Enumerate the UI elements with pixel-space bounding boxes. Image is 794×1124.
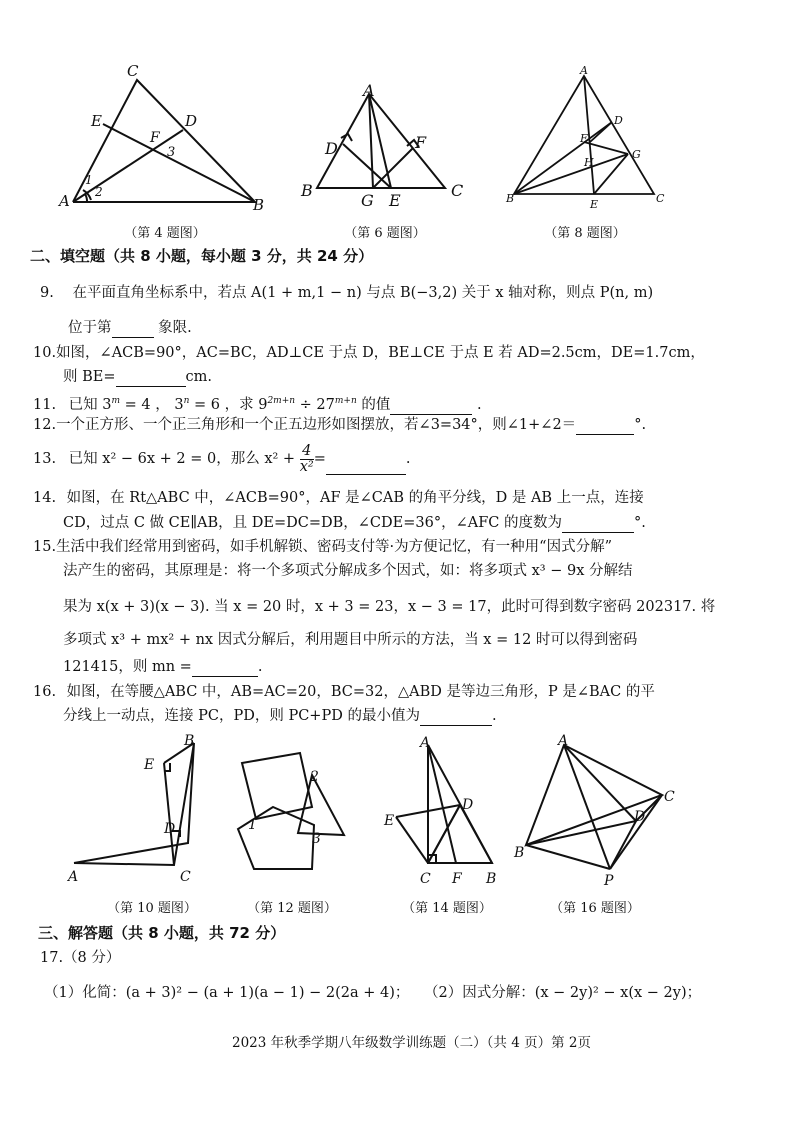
fig6-label-C: C <box>451 181 464 200</box>
q10-text1: 如图，∠ACB=90°，AC=BC，AD⊥CE 于点 D，BE⊥CE 于点 E 若 AD=2.5cm，DE=1.7cm， <box>56 345 705 361</box>
fig14-label-B: B <box>486 871 497 887</box>
q11 <box>33 391 482 415</box>
page-footer: 2023 年秋季学期八年级数学训练题（二）（共 4 页）第 2页 <box>232 1035 591 1051</box>
q17-number: 17.（8 分） <box>40 950 121 966</box>
fig8-label-F: F <box>580 132 588 145</box>
fig6-label-A: A <box>363 82 375 100</box>
q11-sup-n: n <box>183 396 190 406</box>
q14-line1 <box>33 488 644 508</box>
fig6-caption: （第 6 题图） <box>344 226 426 241</box>
fig4-label-1: 1 <box>85 173 93 187</box>
fig6-label-F: F <box>415 133 427 152</box>
q13 <box>33 443 410 475</box>
q13-end: . <box>405 451 411 467</box>
q13-answer-blank[interactable] <box>326 454 406 475</box>
q9-line2 <box>68 318 192 338</box>
q10-line2 <box>63 367 212 387</box>
fig10-label-C: C <box>180 869 191 885</box>
q15-line1 <box>33 537 612 557</box>
fig12-label-2: 2 <box>310 769 319 785</box>
q12-answer-blank[interactable] <box>576 434 634 435</box>
fig10-label-D: D <box>164 821 176 837</box>
fig16-label-A: A <box>558 733 569 749</box>
figure-q4 <box>55 62 270 212</box>
q17-part1: （1）化简：(a + 3)² − (a + 1)(a − 1) − 2(2a + 4)； <box>44 985 410 1001</box>
q11-text-b: = 4 ， 3 <box>120 396 184 413</box>
q14-answer-blank[interactable] <box>562 532 634 533</box>
q16-number: 16. <box>33 684 57 700</box>
fig10-label-B: B <box>184 733 195 749</box>
q11-sup-m: m <box>111 396 121 406</box>
fig16-label-D: D <box>634 809 646 825</box>
q13-number: 13. <box>33 451 57 467</box>
q11-text-d: ÷ 27 <box>295 396 335 413</box>
q16-text1: 如图，在等腰△ABC 中，AB=AC=20，BC=32，△ABD 是等边三角形，P 是∠BAC 的平 <box>66 684 655 700</box>
fig6-label-G: G <box>361 191 374 207</box>
q16-end: . <box>491 708 497 724</box>
q12-end: °. <box>634 417 647 433</box>
q17-part2: （2）因式分解：(x − 2y)² − x(x − 2y)； <box>424 985 702 1001</box>
fig4-label-3: 3 <box>167 145 176 160</box>
section3-title: 三、解答题（共 8 小题，共 72 分） <box>38 924 286 942</box>
q15-line3: 果为 x(x + 3)(x − 3). 当 x = 20 时，x + 3 = 23，x − 3 = 17，此时可得到数字密码 202317. 将 <box>63 599 716 615</box>
q11-sup-2: m+n <box>334 396 357 406</box>
fig4-label-D: D <box>185 112 198 130</box>
q9-number: 9. <box>40 285 54 301</box>
fig8-label-C: C <box>656 192 665 205</box>
fig14-label-E: E <box>384 813 395 829</box>
fig4-caption: （第 4 题图） <box>124 226 206 241</box>
q14-end: °. <box>633 515 646 531</box>
q14-number: 14. <box>33 490 57 506</box>
fig10-caption: （第 10 题图） <box>107 901 197 916</box>
fig16-label-B: B <box>514 845 525 861</box>
q15-answer-blank[interactable] <box>192 676 258 677</box>
q14-text1: 如图，在 Rt△ABC 中，∠ACB=90°，AF 是∠CAB 的角平分线，D 是 AB 上一点，连接 <box>66 490 644 506</box>
fig4-label-B: B <box>253 196 265 212</box>
q13-text-b: = <box>313 451 326 467</box>
fig6-label-D: D <box>325 139 338 158</box>
figure-q16 <box>512 733 687 888</box>
figure-q12 <box>228 745 378 890</box>
fig4-label-C: C <box>127 62 139 80</box>
q13-text-a: 已知 x² − 6x + 2 = 0，那么 x² + <box>68 451 296 467</box>
q11-text-a: 已知 3 <box>68 396 112 413</box>
fig4-label-A: A <box>59 192 70 210</box>
fig12-label-3: 3 <box>312 831 321 847</box>
fig8-caption: （第 8 题图） <box>544 226 626 241</box>
q10-number: 10. <box>33 345 57 361</box>
fig8-label-G: G <box>632 148 641 161</box>
q11-text-e: 的值 <box>356 396 391 413</box>
q16-line2 <box>63 706 497 726</box>
fig8-label-D: D <box>614 114 623 127</box>
q13-frac-den: x² <box>299 458 314 475</box>
fig12-label-1: 1 <box>248 817 257 833</box>
q9-text1: 在平面直角坐标系中，若点 A(1 + m,1 − n) 与点 B(−3,2) 关于 x 轴对称，则点 P(n, m) <box>72 285 654 301</box>
q11-text-c: = 6 ，求 9 <box>189 396 268 413</box>
q14-text2: CD，过点 C 做 CE∥AB，且 DE=DC=DB，∠CDE=36°，∠AFC 的度数为 <box>63 515 562 531</box>
fig14-label-F: F <box>452 871 462 887</box>
q16-line1 <box>33 682 655 702</box>
q13-frac-num: 4 <box>300 444 314 460</box>
fig10-label-E: E <box>144 757 155 773</box>
fig8-label-E: E <box>590 198 599 211</box>
q15-line4: 多项式 x³ + mx² + nx 因式分解后，利用题目中所示的方法，当 x = 12 时可以得到密码 <box>63 632 638 648</box>
q15-text5a: 121415，则 mn = <box>63 659 192 675</box>
fig16-caption: （第 16 题图） <box>550 901 640 916</box>
fig4-label-E: E <box>91 112 102 130</box>
q12-number: 12. <box>33 417 57 433</box>
fig14-label-C: C <box>420 871 431 887</box>
q12-text-main: 一个正方形、一个正三角形和一个正五边形如图摆放，若∠3=34°，则∠1+∠2＝ <box>56 417 577 433</box>
figure-q6 <box>295 82 470 207</box>
q15-number: 15. <box>33 539 57 555</box>
q9-line1 <box>40 283 653 303</box>
q15-line2: 法产生的密码，其原理是：将一个多项式分解成多个因式，如：将多项式 x³ − 9x 分解结 <box>63 563 633 579</box>
q16-answer-blank[interactable] <box>420 725 492 726</box>
q9-text2a: 位于第 <box>68 320 112 336</box>
q10-text2a: 则 BE= <box>63 369 116 385</box>
fig14-caption: （第 14 题图） <box>402 901 492 916</box>
fig12-caption: （第 12 题图） <box>247 901 337 916</box>
fig16-label-P: P <box>604 873 614 888</box>
q11-number: 11. <box>33 396 57 413</box>
q16-text2: 分线上一动点，连接 PC，PD，则 PC+PD 的最小值为 <box>63 708 420 724</box>
fig14-label-A: A <box>420 735 431 751</box>
figure-q14 <box>380 733 515 888</box>
q11-sup-1: 2m+n <box>267 396 296 406</box>
q11-end: . <box>476 396 482 413</box>
fig8-label-A: A <box>580 64 588 77</box>
q15-text1: 生活中我们经常用到密码，如手机解锁、密码支付等·为方便记忆，有一种用“因式分解” <box>56 539 612 555</box>
q14-line2 <box>63 513 646 533</box>
q15-line5 <box>63 657 262 677</box>
fig14-label-D: D <box>462 797 474 813</box>
q13-fraction <box>300 444 314 475</box>
q15-text5b: . <box>257 659 263 675</box>
fig4-label-F: F <box>150 130 160 146</box>
figure-q8 <box>500 62 675 212</box>
q12 <box>33 415 646 435</box>
fig16-label-C: C <box>664 789 675 805</box>
fig6-label-B: B <box>301 181 313 200</box>
fig8-label-H: H <box>584 156 594 169</box>
fig10-label-A: A <box>68 869 79 885</box>
fig6-label-E: E <box>389 191 401 207</box>
q10-text2b: cm. <box>185 369 212 385</box>
section2-title: 二、填空题（共 8 小题，每小题 3 分，共 24 分） <box>30 247 374 265</box>
figure-q10 <box>62 733 212 888</box>
fig4-label-2: 2 <box>95 185 103 199</box>
q10-line1 <box>33 343 705 363</box>
fig8-label-B: B <box>506 192 515 205</box>
q9-answer-blank[interactable] <box>112 337 154 338</box>
q10-answer-blank[interactable] <box>116 386 186 387</box>
q9-text2b: 象限. <box>158 320 192 336</box>
